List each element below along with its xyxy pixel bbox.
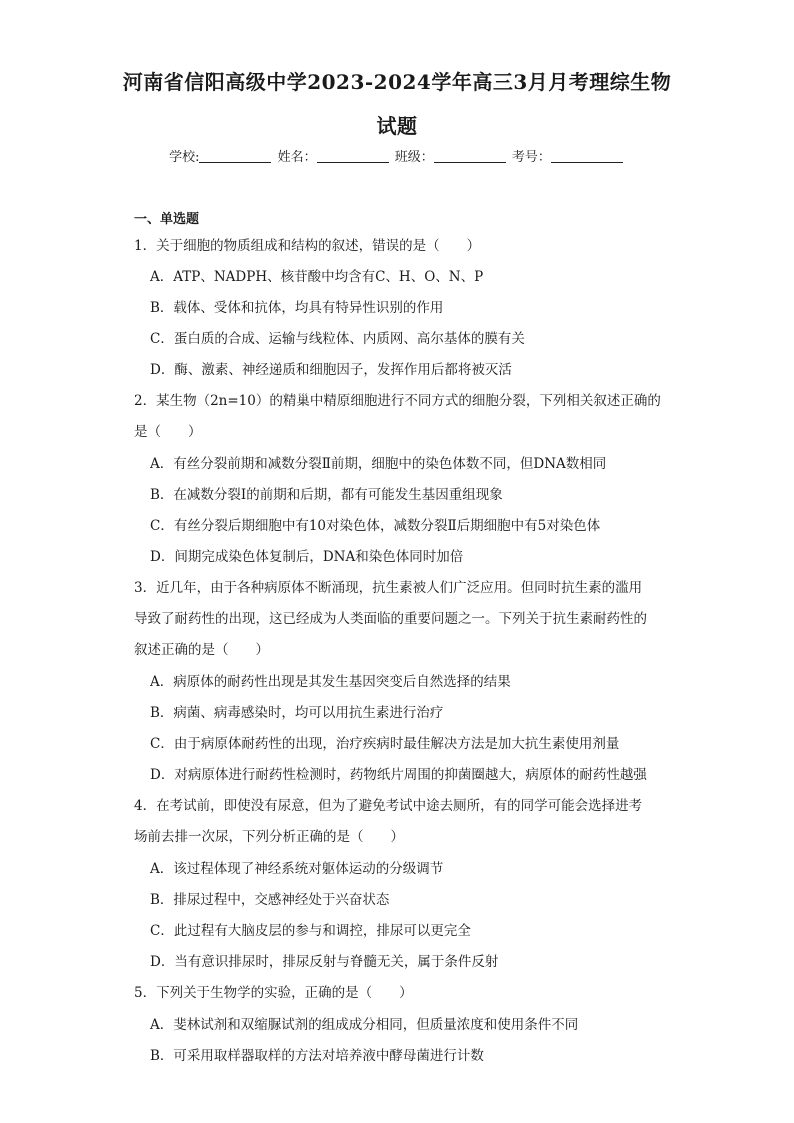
section-heading: 一、单选题 [134,212,200,227]
school-label: 学校: [169,150,200,165]
question-3-option-d: D．对病原体进行耐药性检测时，药物纸片周围的抑菌圈越大，病原体的耐药性越强 [150,767,647,783]
question-2-stem-line1: 2．某生物（2n=10）的精巢中精原细胞进行不同方式的细胞分裂，下列相关叙述正确的 [134,393,661,409]
number-blank[interactable] [551,150,623,163]
name-label: 姓名： [277,150,317,165]
question-4-option-b: B．排尿过程中，交感神经处于兴奋状态 [150,892,390,908]
question-4-stem-line2: 场前去排一次尿，下列分析正确的是（ ） [134,829,404,845]
question-1-stem: 1．关于细胞的物质组成和结构的叙述，错误的是（ ） [134,238,481,254]
question-3-option-b: B．病菌、病毒感染时，均可以用抗生素进行治疗 [150,705,444,721]
question-3-stem-line1: 3．近几年，由于各种病原体不断涌现，抗生素被人们广泛应用。但同时抗生素的滥用 [134,580,643,596]
question-1-option-b: B．载体、受体和抗体，均具有特异性识别的作用 [150,300,444,316]
question-2-option-d: D．间期完成染色体复制后，DNA和染色体同时加倍 [150,549,464,565]
page-title: 河南省信阳高级中学2023-2024学年高三3月月考理综生物 [122,70,672,94]
school-blank[interactable] [199,150,271,163]
number-label: 考号： [511,150,551,165]
question-3-stem-line3: 叙述正确的是（ ） [134,642,269,658]
question-3-option-c: C．由于病原体耐药性的出现，治疗疾病时最佳解决方法是加大抗生素使用剂量 [150,736,620,752]
question-4-stem-line1: 4．在考试前，即使没有尿意，但为了避免考试中途去厕所，有的同学可能会选择进考 [134,798,643,814]
class-label: 班级： [394,150,434,165]
question-1-option-a: A．ATP、NADPH、核苷酸中均含有C、H、O、N、P [150,269,484,285]
question-3-option-a: A．病原体的耐药性出现是其发生基因突变后自然选择的结果 [150,674,511,690]
question-2-stem-line2: 是（ ） [134,424,202,440]
student-info-line [0,146,794,165]
question-2-option-a: A．有丝分裂前期和减数分裂Ⅱ前期，细胞中的染色体数不同，但DNA数相同 [150,456,607,472]
question-2-option-b: B．在减数分裂Ⅰ的前期和后期，都有可能发生基因重组现象 [150,487,503,503]
question-4-option-d: D．当有意识排尿时，排尿反射与脊髓无关，属于条件反射 [150,954,499,970]
question-4-option-a: A．该过程体现了神经系统对躯体运动的分级调节 [150,861,444,877]
question-1-option-d: D．酶、激素、神经递质和细胞因子，发挥作用后都将被灭活 [150,362,512,378]
page-title-line2: 试题 [376,114,418,138]
question-4-option-c: C．此过程有大脑皮层的参与和调控，排尿可以更完全 [150,923,471,939]
class-blank[interactable] [434,150,506,163]
question-3-stem-line2: 导致了耐药性的出现，这已经成为人类面临的重要问题之一。下列关于抗生素耐药性的 [134,611,647,627]
question-1-option-c: C．蛋白质的合成、运输与线粒体、内质网、高尔基体的膜有关 [150,331,525,347]
question-5-option-a: A．斐林试剂和双缩脲试剂的组成成分相同，但质量浓度和使用条件不同 [150,1017,579,1033]
question-5-option-b: B．可采用取样器取样的方法对培养液中酵母菌进行计数 [150,1048,484,1064]
question-2-option-c: C．有丝分裂后期细胞中有10对染色体，减数分裂Ⅱ后期细胞中有5对染色体 [150,518,601,534]
question-5-stem: 5．下列关于生物学的实验，正确的是（ ） [134,985,413,1001]
name-blank[interactable] [317,150,389,163]
